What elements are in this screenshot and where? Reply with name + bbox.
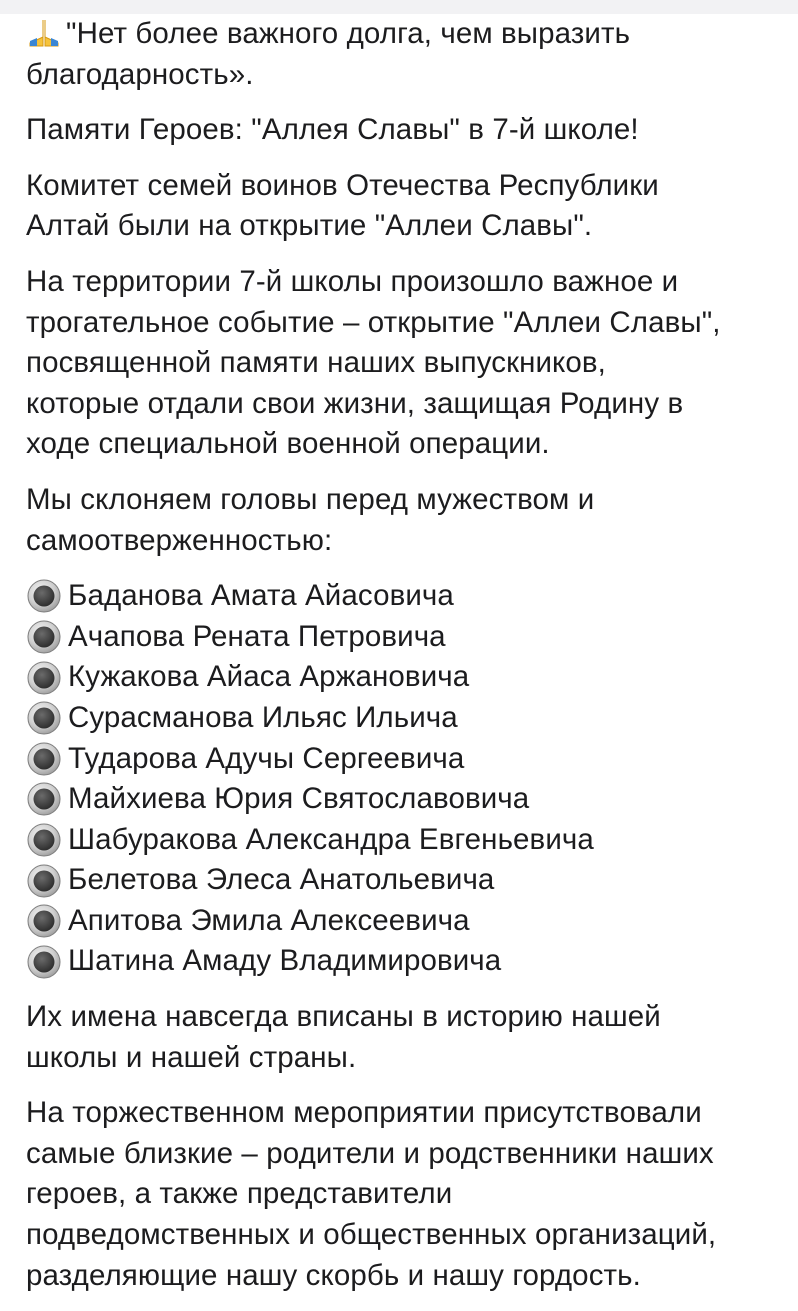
list-item	[26, 901, 778, 942]
hero-name: Ачапова Рената Петровича	[68, 619, 446, 653]
post-body	[26, 14, 778, 1311]
list-item	[26, 820, 778, 861]
radio-button-icon	[26, 700, 62, 736]
radio-button-icon	[26, 903, 62, 939]
hero-name: Апитова Эмила Алексеевича	[68, 903, 470, 937]
folded-hands-icon	[26, 17, 62, 47]
hero-name: Тударова Адучы Сергеевича	[68, 741, 465, 775]
hero-name: Белетова Элеса Анатольевича	[68, 863, 495, 897]
radio-button-icon	[26, 619, 62, 655]
list-item	[26, 941, 778, 982]
radio-button-icon	[26, 944, 62, 980]
list-item	[26, 617, 778, 658]
list-item	[26, 576, 778, 617]
post-heading: Памяти Героев: "Аллея Славы" в 7-й школе!	[26, 113, 639, 147]
quote-text: "Нет более важного долга, чем выразить благодарность».	[26, 17, 631, 91]
hero-name: Баданова Амата Айасовича	[68, 579, 454, 613]
hero-name: Кужакова Айаса Аржановича	[68, 660, 470, 694]
list-item	[26, 860, 778, 901]
paragraph-ceremony: На торжественном мероприятии присутствовали самые близкие – родители и родственники наших героев, а также представители подведомственных и общественных организаций, разделяющие нашу скорбь и нашу гордость.	[26, 1096, 717, 1292]
list-item	[26, 779, 778, 820]
radio-button-icon	[26, 781, 62, 817]
list-item	[26, 739, 778, 780]
paragraph-committee: Комитет семей воинов Отечества Республики Алтай были на открытие "Аллеи Славы".	[26, 168, 659, 243]
radio-button-icon	[26, 863, 62, 899]
radio-button-icon	[26, 822, 62, 858]
radio-button-icon	[26, 741, 62, 777]
hero-name: Майхиева Юрия Святославовича	[68, 782, 530, 816]
paragraph-tribute: Мы склоняем головы перед мужеством и самоотверженностью:	[26, 482, 595, 557]
hero-name: Шабуракова Александра Евгеньевича	[68, 822, 594, 856]
paragraph-history: Их имена навсегда вписаны в историю нашей школы и нашей страны.	[26, 1000, 661, 1074]
paragraph-event: На территории 7-й школы произошло важное и трогательное событие – открытие "Аллеи Славы", посвященной памяти наших выпускников, которые отдали свои жизни, защищая Родину в ходе специальной военной операции.	[26, 264, 721, 461]
quote-paragraph	[26, 14, 778, 95]
top-strip	[0, 0, 798, 14]
list-item	[26, 698, 778, 739]
heroes-list	[26, 576, 778, 982]
radio-button-icon	[26, 660, 62, 696]
hero-name: Шатина Амаду Владимировича	[68, 944, 502, 978]
hero-name: Сурасманова Ильяс Ильича	[68, 700, 458, 734]
radio-button-icon	[26, 578, 62, 614]
list-item	[26, 657, 778, 698]
